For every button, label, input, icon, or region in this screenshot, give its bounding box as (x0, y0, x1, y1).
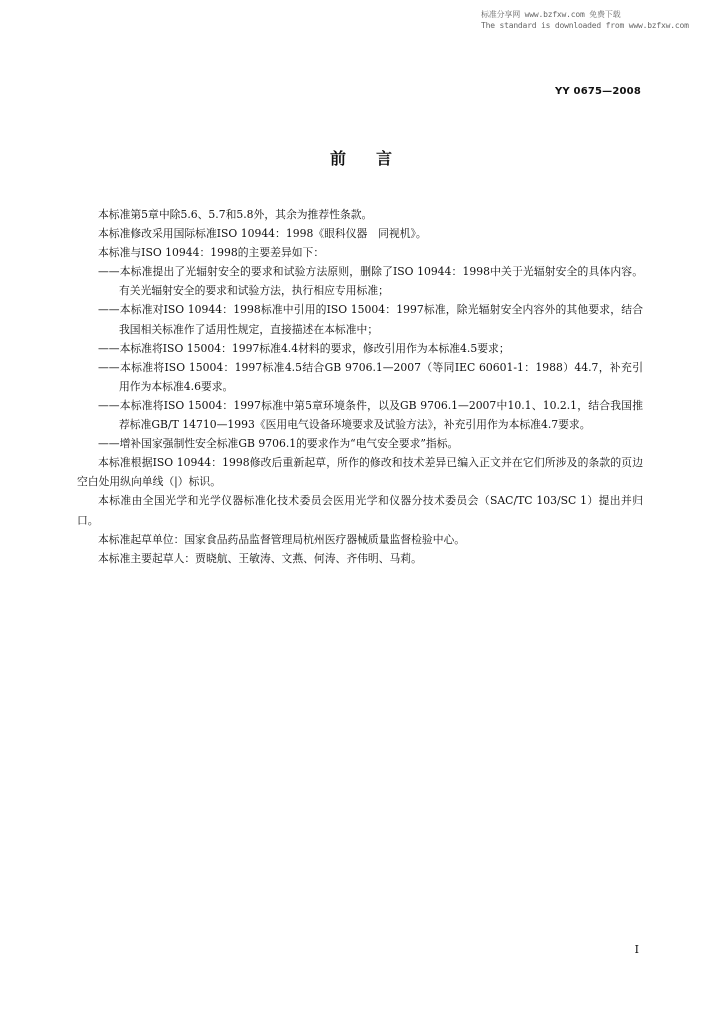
difference-item-6: ——增补国家强制性安全标准GB 9706.1的要求作为“电气安全要求”指标。 (98, 437, 459, 451)
paragraph-drafters: 本标准主要起草人：贾晓航、王敏涛、文燕、何涛、齐伟明、马莉。 (98, 551, 422, 565)
paragraph-adoption: 本标准修改采用国际标准ISO 10944：1998《眼科仪器 同视机》。 (98, 227, 427, 241)
page-title (0, 146, 724, 169)
foreword-body (77, 205, 643, 568)
page-number: I (634, 943, 639, 956)
difference-item-5: ——本标准将ISO 15004：1997标准中第5章环境条件，以及GB 9706.1—2007中10.1、10.2.1，结合我国推荐标准GB/T 14710—1993《医用电气设备环境要求及试验方法》，补充引用作为本标准4.7要求。 (98, 398, 643, 432)
paragraph-proposed-by: 本标准由全国光学和光学仪器标准化技术委员会医用光学和仪器分技术委员会（SAC/TC 103/SC 1）提出并归口。 (77, 494, 643, 527)
standard-number: YY 0675—2008 (554, 86, 641, 97)
watermark-line-2: The standard is downloaded from www.bzfxw.com (481, 21, 689, 30)
difference-item-3: ——本标准将ISO 15004：1997标准4.4材料的要求，修改引用作为本标准4.5要求； (98, 341, 510, 355)
difference-item-4: ——本标准将ISO 15004：1997标准4.5结合GB 9706.1—2007（等同IEC 60601-1：1988）44.7，补充引用作为本标准4.6要求。 (98, 360, 643, 393)
title-char-2: 言 (376, 149, 395, 168)
watermark (481, 9, 701, 31)
title-char-1: 前 (329, 149, 348, 168)
watermark-line-1: 标准分享网 www.bzfxw.com 免费下载 (481, 10, 621, 19)
paragraph-redrafting: 本标准根据ISO 10944：1998修改后重新起草，所作的修改和技术差异已编入正文并在它们所涉及的条款的页边空白处用纵向单线（|）标识。 (77, 456, 643, 489)
difference-item-2: ——本标准对ISO 10944：1998标准中引用的ISO 15004：1997标准，除光辐射安全内容外的其他要求，结合我国相关标准作了适用性规定，直接描述在本标准中； (98, 303, 643, 336)
difference-item-1: ——本标准提出了光辐射安全的要求和试验方法原则，删除了ISO 10944：1998中关于光辐射安全的具体内容。有关光辐射安全的要求和试验方法，执行相应专用标准； (98, 265, 643, 298)
paragraph-drafting-unit: 本标准起草单位：国家食品药品监督管理局杭州医疗器械质量监督检验中心。 (98, 532, 466, 546)
paragraph-differences-intro: 本标准与ISO 10944：1998的主要差异如下： (98, 246, 325, 260)
paragraph-scope: 本标准第5章中除5.6、5.7和5.8外，其余为推荐性条款。 (98, 208, 373, 221)
